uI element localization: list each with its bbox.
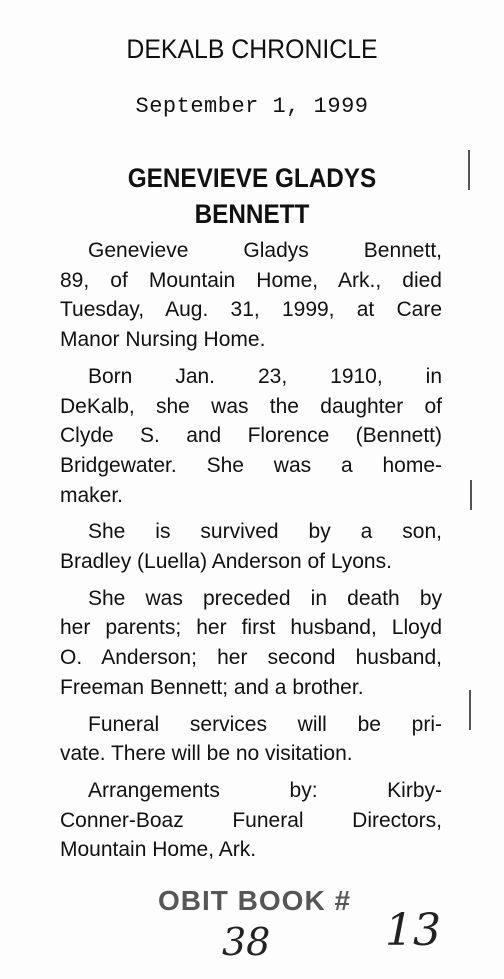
text-line: Mountain Home, Ark. <box>60 838 257 862</box>
clipping-edge-mark <box>469 690 471 730</box>
text-line: Manor Nursing Home. <box>60 328 266 352</box>
paragraph-birth <box>32 362 442 511</box>
text-line: Bridgewater. She was a home- <box>60 453 442 477</box>
text-line: her parents; her first husband, Lloyd <box>60 616 442 640</box>
handwritten-number-right: 13 <box>385 905 441 956</box>
text-line: 89, of Mountain Home, Ark., died <box>60 268 442 292</box>
paragraph-services <box>32 710 442 769</box>
headline-line-2: BENNETT <box>194 199 310 229</box>
clipping-edge-mark <box>468 150 470 190</box>
paragraph-arrangements <box>32 776 442 865</box>
text-line: Clyde S. and Florence (Bennett) <box>60 424 442 448</box>
text-line: Born Jan. 23, 1910, in <box>88 364 442 388</box>
publication-date: September 1, 1999 <box>135 94 369 119</box>
text-line: Tuesday, Aug. 31, 1999, at Care <box>60 298 442 322</box>
headline-line-1: GENEVIEVE GLADYS <box>127 163 377 193</box>
text-line: Funeral services will be pri- <box>88 712 442 736</box>
text-line: maker. <box>60 483 124 507</box>
text-line: O. Anderson; her second husband, <box>60 646 442 670</box>
text-line: DeKalb, she was the daughter of <box>60 394 442 418</box>
handwritten-number-left: 38 <box>222 920 271 964</box>
text-line: She was preceded in death by <box>88 586 442 610</box>
text-line: Freeman Bennett; and a brother. <box>60 675 364 699</box>
clipping-edge-mark <box>470 480 472 510</box>
text-line: Bradley (Luella) Anderson of Lyons. <box>60 550 392 574</box>
obituary-headline <box>79 160 425 232</box>
paragraph-preceded <box>32 584 442 703</box>
text-line: Genevieve Gladys Bennett, <box>88 239 442 262</box>
publication-name: DEKALB CHRONICLE <box>126 34 378 64</box>
text-line: Conner-Boaz Funeral Directors, <box>60 808 442 832</box>
obit-book-stamp: OBIT BOOK # <box>158 885 352 916</box>
text-line: vate. There will be no visitation. <box>60 742 353 766</box>
text-line: Arrangements by: Kirby- <box>88 778 442 802</box>
obituary-body <box>32 236 442 872</box>
paragraph-death-notice <box>32 236 442 355</box>
text-line: She is survived by a son, <box>88 520 442 544</box>
paragraph-survivors <box>32 517 442 576</box>
